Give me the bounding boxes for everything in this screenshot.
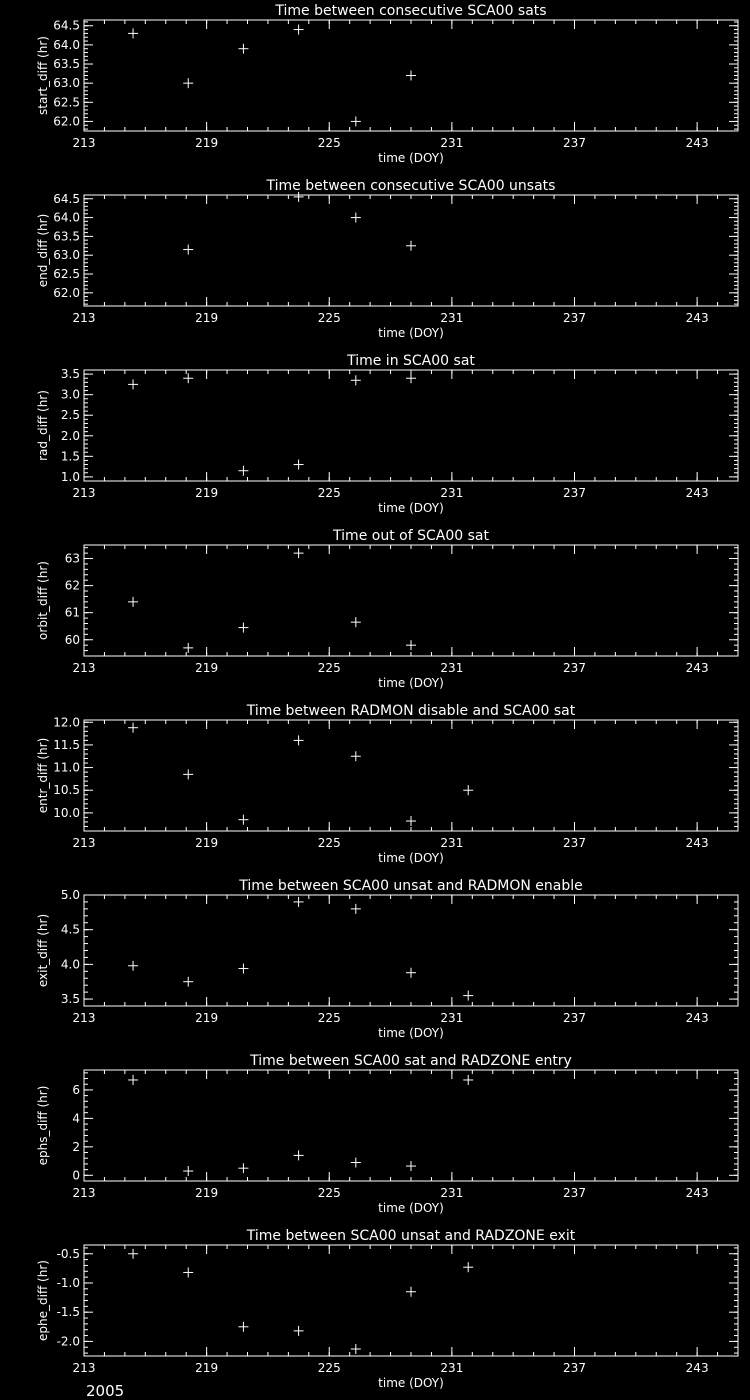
plot-frame (84, 1245, 738, 1356)
y-tick-label: 6 (72, 1082, 80, 1097)
y-tick-label: 62.5 (53, 267, 80, 282)
data-point (183, 373, 193, 383)
x-tick-label: 231 (440, 836, 464, 850)
y-axis-label: ephe_diff (hr) (36, 1260, 50, 1341)
x-tick-label: 213 (72, 1011, 96, 1025)
data-point (128, 597, 138, 607)
y-tick-label: 4.0 (60, 957, 80, 972)
data-point (406, 640, 416, 650)
data-point (238, 1322, 248, 1332)
data-point (294, 25, 304, 35)
chart-title: Time between SCA00 unsat and RADMON enable (239, 878, 583, 894)
x-tick-label: 213 (72, 836, 96, 850)
y-tick-label: 63.0 (53, 76, 80, 91)
data-point (183, 78, 193, 88)
y-tick-label: 64.0 (53, 210, 80, 225)
data-point (406, 241, 416, 251)
x-tick-label: 243 (685, 1361, 709, 1375)
data-point (294, 897, 304, 907)
data-point (463, 1075, 473, 1085)
data-point (294, 460, 304, 470)
data-point (463, 1262, 473, 1272)
data-point (351, 213, 361, 223)
y-tick-label: 63.0 (53, 248, 80, 263)
y-tick-label: 10.0 (53, 805, 80, 820)
data-point (351, 375, 361, 385)
x-tick-label: 237 (563, 136, 586, 150)
chart-title: Time between consecutive SCA00 unsats (266, 178, 556, 194)
y-tick-label: 1.0 (60, 469, 80, 484)
x-tick-label: 243 (685, 136, 709, 150)
x-tick-label: 225 (317, 661, 341, 675)
chart-panel-3 (36, 353, 738, 515)
data-point (183, 977, 193, 987)
data-point (238, 44, 248, 54)
y-tick-label: 3.5 (60, 367, 80, 382)
chart-panel-5 (36, 703, 738, 865)
plot-frame (84, 370, 738, 481)
data-point (406, 373, 416, 383)
x-axis-label: time (DOY) (378, 676, 444, 690)
y-tick-label: 60 (64, 632, 80, 647)
x-tick-label: 213 (72, 1361, 96, 1375)
chart-title: Time between consecutive SCA00 sats (275, 3, 547, 19)
y-tick-label: 5.0 (60, 888, 80, 902)
data-point (183, 245, 193, 255)
data-point (183, 1166, 193, 1176)
y-tick-label: 2.0 (60, 428, 80, 443)
x-tick-label: 225 (317, 486, 341, 500)
y-tick-label: 10.5 (53, 783, 80, 798)
data-point (351, 617, 361, 627)
x-tick-label: 219 (195, 136, 219, 150)
data-point (351, 1158, 361, 1168)
x-tick-label: 231 (440, 486, 464, 500)
y-tick-label: 63.5 (53, 57, 80, 72)
y-axis-label: start_diff (hr) (36, 36, 50, 115)
y-tick-label: 64.5 (53, 18, 80, 33)
y-tick-label: 2.5 (60, 408, 80, 423)
y-tick-label: 64.0 (53, 37, 80, 52)
y-tick-label: 4.5 (60, 922, 80, 937)
x-tick-label: 237 (563, 836, 586, 850)
data-point (294, 1326, 304, 1336)
y-axis-label: rad_diff (hr) (36, 390, 50, 461)
y-tick-label: 2 (72, 1139, 80, 1154)
x-tick-label: 213 (72, 1186, 96, 1200)
data-point (463, 991, 473, 1001)
y-tick-label: 61 (64, 605, 80, 620)
plot-frame (84, 720, 738, 831)
data-point (128, 379, 138, 389)
x-tick-label: 213 (72, 486, 96, 500)
x-axis-label: time (DOY) (378, 1026, 444, 1040)
x-tick-label: 231 (440, 1011, 464, 1025)
y-tick-label: -1.0 (56, 1275, 80, 1290)
data-point (406, 816, 416, 826)
y-axis-label: exit_diff (hr) (36, 913, 50, 988)
y-axis-label: orbit_diff (hr) (36, 561, 50, 640)
y-tick-label: 11.0 (53, 760, 80, 775)
data-point (294, 548, 304, 558)
x-tick-label: 219 (195, 1011, 219, 1025)
x-tick-label: 219 (195, 311, 219, 325)
x-tick-label: 243 (685, 311, 709, 325)
x-tick-label: 219 (195, 1361, 219, 1375)
data-point (294, 1150, 304, 1160)
y-tick-label: 62.0 (53, 114, 80, 129)
chart-title: Time between RADMON disable and SCA00 sat (246, 703, 576, 719)
chart-title: Time between SCA00 sat and RADZONE entry (250, 1053, 572, 1069)
x-tick-label: 243 (685, 1011, 709, 1025)
data-point (128, 1249, 138, 1259)
data-point (183, 1267, 193, 1277)
x-tick-label: 243 (685, 836, 709, 850)
x-tick-label: 231 (440, 311, 464, 325)
data-point (238, 815, 248, 825)
x-tick-label: 213 (72, 311, 96, 325)
y-tick-label: 3.0 (60, 387, 80, 402)
data-point (128, 28, 138, 38)
x-tick-label: 237 (563, 486, 586, 500)
x-axis-label: time (DOY) (378, 501, 444, 515)
x-tick-label: 243 (685, 661, 709, 675)
chart-title: Time out of SCA00 sat (333, 528, 489, 544)
x-tick-label: 225 (317, 1011, 341, 1025)
y-tick-label: 62 (64, 578, 80, 593)
plot-frame (84, 545, 738, 656)
data-point (238, 1163, 248, 1173)
y-tick-label: 62.0 (53, 285, 80, 300)
chart-panel-8 (36, 1228, 738, 1390)
x-tick-label: 237 (563, 1361, 586, 1375)
data-point (238, 466, 248, 476)
y-axis-label: end_diff (hr) (36, 213, 50, 288)
data-point (351, 116, 361, 126)
x-tick-label: 231 (440, 136, 464, 150)
y-tick-label: -1.5 (56, 1305, 80, 1320)
x-tick-label: 243 (685, 1186, 709, 1200)
x-tick-label: 219 (195, 1186, 219, 1200)
y-tick-label: 12.0 (53, 715, 80, 730)
x-tick-label: 219 (195, 486, 219, 500)
x-axis-label: time (DOY) (378, 1376, 444, 1390)
x-axis-label: time (DOY) (378, 1201, 444, 1215)
data-point (238, 964, 248, 974)
x-tick-label: 237 (563, 1186, 586, 1200)
chart-title: Time between SCA00 unsat and RADZONE exit (246, 1228, 576, 1244)
data-point (351, 904, 361, 914)
data-point (406, 968, 416, 978)
data-point (406, 1161, 416, 1171)
y-tick-label: 63.5 (53, 229, 80, 244)
x-tick-label: 225 (317, 136, 341, 150)
data-point (183, 769, 193, 779)
x-tick-label: 231 (440, 1361, 464, 1375)
x-axis-label: time (DOY) (378, 326, 444, 340)
y-tick-label: -0.5 (56, 1246, 80, 1261)
data-point (463, 785, 473, 795)
data-point (128, 961, 138, 971)
x-tick-label: 225 (317, 836, 341, 850)
x-tick-label: 225 (317, 311, 341, 325)
x-tick-label: 225 (317, 1186, 341, 1200)
x-axis-label: time (DOY) (378, 851, 444, 865)
chart-panel-2 (36, 178, 738, 340)
data-point (351, 1344, 361, 1354)
data-point (238, 623, 248, 633)
x-tick-label: 237 (563, 661, 586, 675)
y-axis-label: entr_diff (hr) (36, 737, 50, 814)
y-tick-label: 11.5 (53, 737, 80, 752)
chart-panel-4 (36, 528, 738, 690)
x-tick-label: 237 (563, 1011, 586, 1025)
x-tick-label: 219 (195, 836, 219, 850)
y-tick-label: 4 (72, 1111, 80, 1126)
chart-panel-7 (36, 1053, 738, 1215)
x-axis-label: time (DOY) (378, 151, 444, 165)
x-tick-label: 237 (563, 311, 586, 325)
y-tick-label: 63 (64, 551, 80, 566)
x-tick-label: 231 (440, 1186, 464, 1200)
y-tick-label: 3.5 (60, 992, 80, 1007)
chart-panel-6 (36, 878, 738, 1040)
x-tick-label: 243 (685, 486, 709, 500)
x-tick-label: 231 (440, 661, 464, 675)
y-tick-label: 62.5 (53, 95, 80, 110)
data-point (183, 643, 193, 653)
y-tick-label: -2.0 (56, 1334, 80, 1349)
y-axis-label: ephs_diff (hr) (36, 1085, 50, 1166)
data-point (128, 723, 138, 733)
x-tick-label: 219 (195, 661, 219, 675)
data-point (406, 1287, 416, 1297)
chart-title: Time in SCA00 sat (347, 353, 475, 369)
chart-panel-1 (36, 3, 738, 165)
data-point (294, 735, 304, 745)
plot-frame (84, 895, 738, 1006)
year-label: 2005 (86, 1382, 125, 1400)
data-point (406, 71, 416, 81)
y-tick-label: 64.5 (53, 191, 80, 206)
x-tick-label: 213 (72, 661, 96, 675)
data-point (351, 751, 361, 761)
data-point (128, 1075, 138, 1085)
y-tick-label: 0 (72, 1168, 80, 1183)
y-tick-label: 1.5 (60, 449, 80, 464)
x-tick-label: 213 (72, 136, 96, 150)
x-tick-label: 225 (317, 1361, 341, 1375)
